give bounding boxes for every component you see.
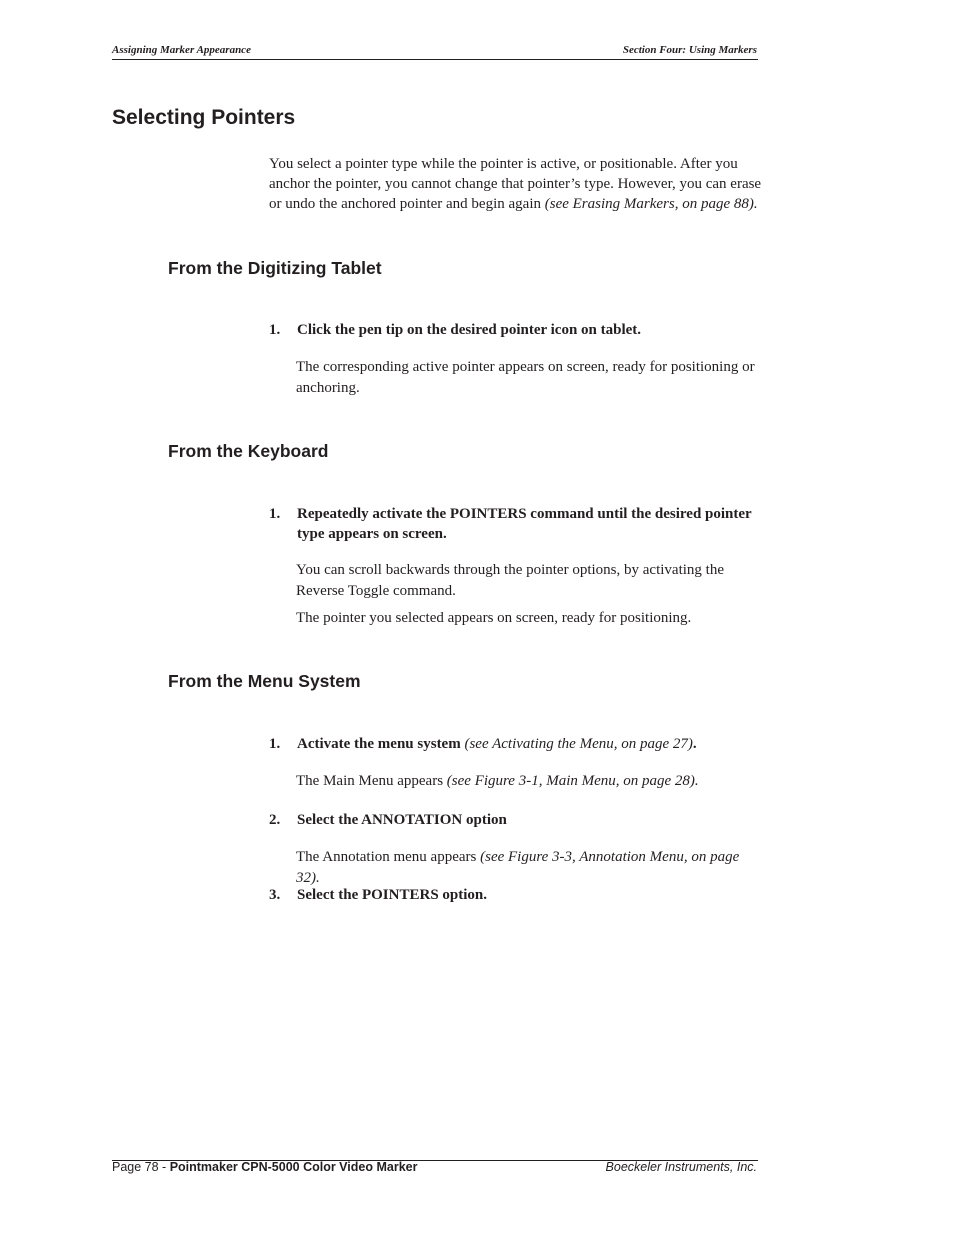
intro-paragraph (269, 154, 764, 214)
note-text: The Main Menu appears (296, 773, 447, 789)
step-text: Select the POINTERS option. (297, 887, 488, 903)
menu-step-2-note (296, 847, 761, 888)
keyboard-step-1 (269, 504, 759, 544)
step-number: 3. (269, 887, 281, 903)
step-number: 1. (269, 506, 281, 522)
step-text-main: Activate the menu system (297, 736, 465, 752)
note-reference-link[interactable]: (see Figure 3-1, Main Menu, on page 28). (446, 773, 699, 789)
keyboard-note-1: You can scroll backwards through the pointer options, by activating the Reverse Toggle command. (296, 562, 724, 599)
menu-step-1-note (296, 771, 761, 792)
footer-company: Boeckeler Instruments, Inc. (605, 1160, 757, 1174)
heading-digitizing-tablet: From the Digitizing Tablet (168, 258, 382, 278)
heading-keyboard: From the Keyboard (168, 441, 329, 461)
step-text (297, 734, 759, 754)
note-text: The Annotation menu appears (296, 849, 481, 865)
note-reference-link[interactable]: (see Figure 3-3, Annotation Menu, on page 32). (296, 849, 740, 886)
tablet-step-1-note: The corresponding active pointer appears on screen, ready for positioning or anchoring. (296, 359, 755, 396)
menu-step-3 (269, 885, 759, 905)
page-title: Selecting Pointers (112, 106, 296, 129)
intro-text: You select a pointer type while the pointer is active, or positionable. After you anchor the pointer, you cannot change that pointer’s type. However, you can erase or undo the anchored pointer and begin again (269, 156, 762, 212)
intro-reference-link[interactable]: (see Erasing Markers, on page 88). (544, 196, 758, 212)
step-text: Click the pen tip on the desired pointer icon on tablet. (297, 322, 642, 338)
keyboard-note-2: The pointer you selected appears on screen, ready for positioning. (296, 610, 692, 626)
footer-left (112, 1159, 417, 1175)
header-rule (112, 59, 758, 60)
step-text: Select the ANNOTATION option (297, 812, 507, 828)
tablet-step-1 (269, 320, 759, 340)
menu-step-1 (269, 734, 759, 754)
step-number: 1. (269, 322, 281, 338)
step-number: 2. (269, 812, 281, 828)
menu-step-2 (269, 810, 759, 830)
running-header-left: Assigning Marker Appearance (112, 44, 251, 56)
heading-menu-system: From the Menu System (168, 671, 361, 691)
step-text-end: . (692, 736, 697, 752)
step-text: Repeatedly activate the POINTERS command until the desired pointer type appears on screen. (297, 506, 752, 542)
running-header-right: Section Four: Using Markers (622, 44, 757, 56)
footer-page-number: Page 78 - (112, 1160, 170, 1174)
footer-product: Pointmaker CPN-5000 Color Video Marker (169, 1160, 418, 1174)
step-reference-link[interactable]: (see Activating the Menu, on page 27) (464, 736, 693, 752)
step-number: 1. (269, 736, 281, 752)
